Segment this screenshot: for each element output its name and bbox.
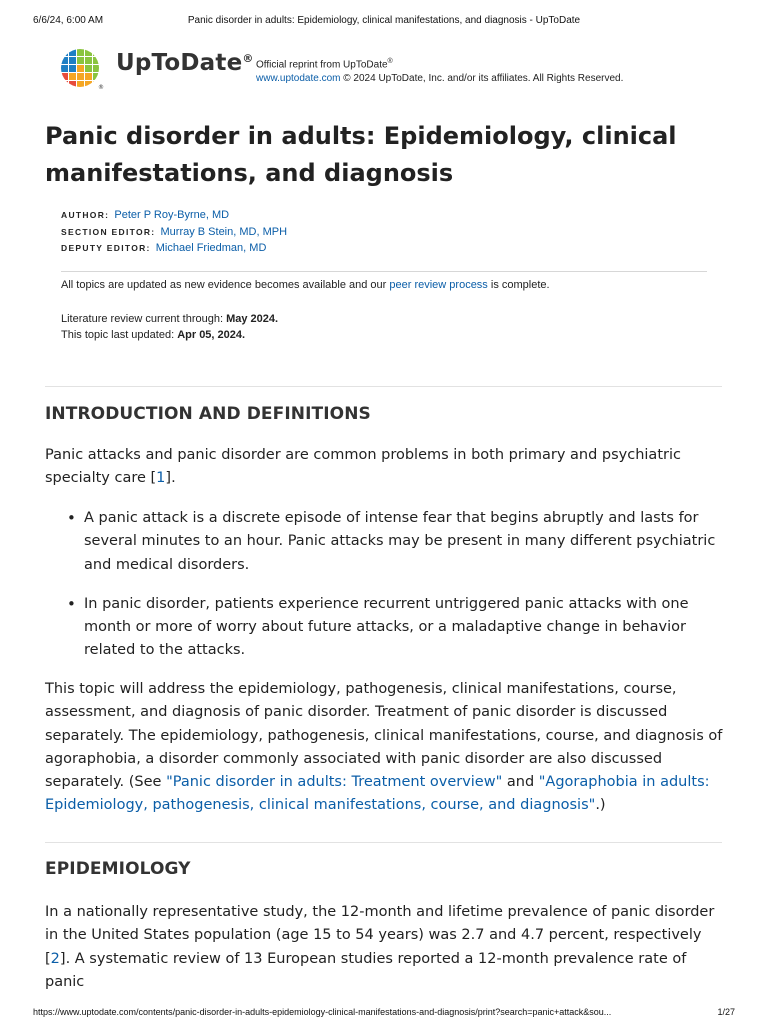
author-row (61, 207, 287, 224)
author-role: AUTHOR: (61, 210, 110, 220)
epidemiology-paragraph: In a nationally representative study, the 12-month and lifetime prevalence of panic disorder in the United States population (age 15 to 54 years) was 2.7 and 4.7 percent, respectively [2]. A systematic review of 13 European studies reported a 12-month prevalence rate of panic (45, 904, 715, 990)
reference-link-2[interactable]: 2 (50, 950, 60, 967)
divider (45, 842, 722, 843)
author-link[interactable]: Peter P Roy-Byrne, MD (114, 209, 230, 221)
list-item: • In panic disorder, patients experience recurrent untriggered panic attacks with one month or more of worry about future attacks, or a maladaptive change in behavior related to the attacks. (67, 594, 689, 659)
deputy-editor-link[interactable]: Michael Friedman, MD (155, 242, 267, 254)
update-notice: All topics are updated as new evidence becomes available and our peer review process is complete. (61, 279, 550, 291)
uptodate-site-link[interactable]: www.uptodate.com (256, 73, 341, 85)
section-editor-link[interactable]: Murray B Stein, MD, MPH (160, 225, 288, 238)
divider (45, 386, 722, 387)
reference-link-1[interactable]: 1 (156, 470, 166, 487)
section-heading-epidemiology: EPIDEMIOLOGY (45, 859, 191, 879)
page-number: 1/27 (717, 1007, 735, 1017)
intro-paragraph: Panic attacks and panic disorder are common problems in both primary and psychiatric specialty care [1]. (45, 447, 681, 487)
article-title: Panic disorder in adults: Epidemiology, clinical manifestations, and diagnosis (45, 122, 677, 187)
uptodate-logo-icon (60, 48, 102, 90)
last-updated-date: This topic last updated: Apr 05, 2024. (61, 329, 246, 341)
contributors (61, 207, 287, 257)
agoraphobia-topic-link[interactable]: "Agoraphobia in adults: Epidemiology, pathogenesis, clinical manifestations, course, and diagnosis" (45, 774, 710, 814)
divider (61, 271, 707, 272)
bullet-icon: • (67, 594, 76, 613)
list-item: • A panic attack is a discrete episode of intense fear that begins abruptly and lasts for several minutes to an hour. Panic attacks may be present in many different psychiatric and medical disorders. (67, 509, 716, 573)
svg-text:®: ® (98, 84, 104, 91)
bullet-icon: • (67, 509, 76, 527)
deputy-editor-role: DEPUTY EDITOR: (61, 243, 151, 253)
section-editor-role: SECTION EDITOR: (61, 226, 156, 237)
section-editor-row (61, 224, 287, 241)
peer-review-link[interactable]: peer review process (389, 279, 488, 291)
copyright-text: © 2024 UpToDate, Inc. and/or its affiliates. All Rights Reserved. (340, 73, 624, 85)
section-heading-introduction: INTRODUCTION AND DEFINITIONS (45, 404, 371, 424)
treatment-overview-link[interactable]: "Panic disorder in adults: Treatment overview" (166, 774, 503, 791)
brand-name: UpToDate® (116, 50, 254, 76)
print-url: https://www.uptodate.com/contents/panic-disorder-in-adults-epidemiology-clinical-manifestations-and-diagnosis/print?search=panic+attack&sou... (33, 1007, 612, 1017)
lit-review-date: Literature review current through: May 2024. (61, 313, 279, 325)
reprint-notice: Official reprint from UpToDate® www.uptodate.com © 2024 UpToDate, Inc. and/or its affiliates. All Rights Reserved. (256, 58, 624, 85)
reprint-line: Official reprint from UpToDate (256, 59, 388, 71)
print-page-title: Panic disorder in adults: Epidemiology, clinical manifestations, and diagnosis - UpToDate (187, 15, 581, 26)
print-date: 6/6/24, 6:00 AM (33, 15, 104, 26)
scope-paragraph: This topic will address the epidemiology, pathogenesis, clinical manifestations, course, assessment, and diagnosis of panic disorder. Treatment of panic disorder is discussed separately. The epidemiology, pathogenesis, clinical manifestations, course, and diagnosis of agoraphobia, a disorder commonly associated with panic disorder are also discussed separately. (See "Panic disorder in adults: Treatment overview" and "Agoraphobia in adults: Epidemiology, pathogenesis, clinical manifestations, course, and diagnosis".) (45, 681, 723, 814)
review-dates (61, 311, 278, 343)
deputy-editor-row (61, 240, 287, 257)
definition-list (65, 507, 725, 679)
